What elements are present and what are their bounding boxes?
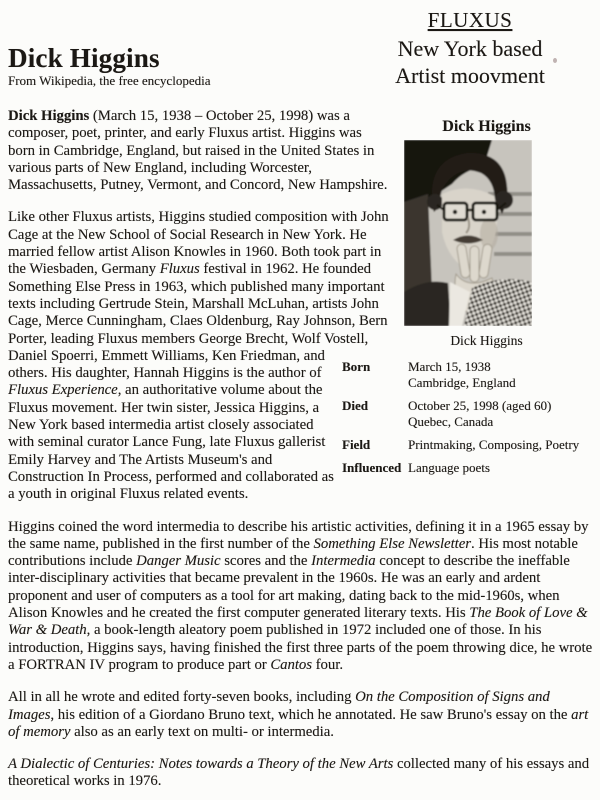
infobox-value [408,398,591,430]
article-paragraph-intermedia: Higgins coined the word intermedia to describe his artistic activities, defining it in a 1965 essay by the same name, published in the first number of the Something Else Newsletter. His most notable contributions include Danger Music scores and the Intermedia concept to describe the ineffable inter-disciplinary activities that became prevalent in the 1960s. He was an early and ardent proponent and user of computers as a tool for art making, dating back to the mid-1960s, when Alison Knowles and he created the first computer generated literary texts. His The Book of Love & War & Death, a book-length aleatory poem published in 1972 included one of those. In his introduction, Higgins says, having finished the first three parts of the poem throwing dice, he wrote a FORTRAN IV program to produce part or Cantos four. [8,518,593,673]
infobox-row-born [342,359,591,391]
left-shoulder [404,282,451,326]
scan-smudge [553,58,557,63]
wikipedia-subtitle: From Wikipedia, the free encyclopedia [8,73,211,89]
infobox-label: Died [342,398,368,413]
infobox-value [408,437,591,453]
article-paragraph-intro: Dick Higgins (March 15, 1938 – October 25, 1998) was a composer, poet, printer, and early Fluxus artist. Higgins was born in Cambridge, England, but raised in the United States in various parts of New England, including Worcester, Massachusetts, Putney, Vermont, and Concord, New Hampshire. [8,108,388,194]
infobox-value [408,359,591,391]
infobox-row-influenced [342,460,591,476]
eye [482,210,486,214]
title-block [8,44,210,89]
article-paragraph-fluxus-career: Like other Fluxus artists, Higgins studied composition with John Cage at the New School of Social Research in New York. He married fellow artist Alison Knowles in 1960. Both took part in the Wiesbaden, Germany Fluxus festival in 1962. He founded Something Else Press in 1963, which published many important texts including Gertrude Stein, Marshall McLuhan, artists John Cage, Merce Cunningham, Claes Oldenburg, Ray Johnson, Bern Porter, leading Fluxus members George Brecht, Wolf Vostell, Daniel Spoerri, Emmett Williams, Ken Friedman, and others. His daughter, Hannah Higgins is the author of Fluxus Experience, an authoritative volume about the Fluxus movement. Her twin sister, Jessica Higgins, a New York based intermedia artist closely associated with seminal curator Lance Fung, late Fluxus gallerist Emily Harvey and The Artists Museum's and Construction In Process, performed and collaborated as a youth in original Fluxus related events. [8,209,389,503]
infobox-row-died [342,398,591,430]
annotation-line-2: New York based [397,36,543,61]
article-paragraph-books: All in all he wrote and edited forty-seven books, including On the Composition of Signs and Images, his edition of a Giordano Bruno text, which he annotated. He saw Bruno's essay on the art of memory also as an early text on multi- or intermedia. [8,689,589,740]
article-content [8,108,593,791]
infobox-value-line: October 25, 1998 (aged 60) [408,398,552,413]
infobox-value-line: Printmaking, Composing, Poetry [408,437,580,452]
infobox-title: Dick Higgins [442,118,531,135]
page-header [8,6,593,106]
infobox-value-line: Quebec, Canada [408,414,494,429]
page-title: Dick Higgins [8,43,160,73]
infobox-value [408,460,591,476]
eye [453,210,457,214]
infobox-label: Influenced [342,460,402,475]
fluxus-heading: FLUXUS [427,8,513,32]
annotation-line-3: Artist moovment [395,63,545,88]
article-paragraph-dialectic: A Dialectic of Centuries: Notes towards a Theory of the New Arts collected many of his essays and theoretical works in 1976. [8,756,590,790]
portrait-photo-graphic [404,140,532,326]
infobox-label: Born [342,359,371,374]
infobox-row-field [342,437,591,453]
infobox-label: Field [342,437,371,452]
infobox-value-line: March 15, 1938 [408,359,491,374]
dick-higgins-photo [404,140,532,331]
infobox-value-line: Cambridge, England [408,375,516,390]
handwritten-style-annotation [374,6,566,89]
infobox-value-line: Language poets [408,460,490,475]
photo-caption: Dick Higgins [450,333,523,348]
